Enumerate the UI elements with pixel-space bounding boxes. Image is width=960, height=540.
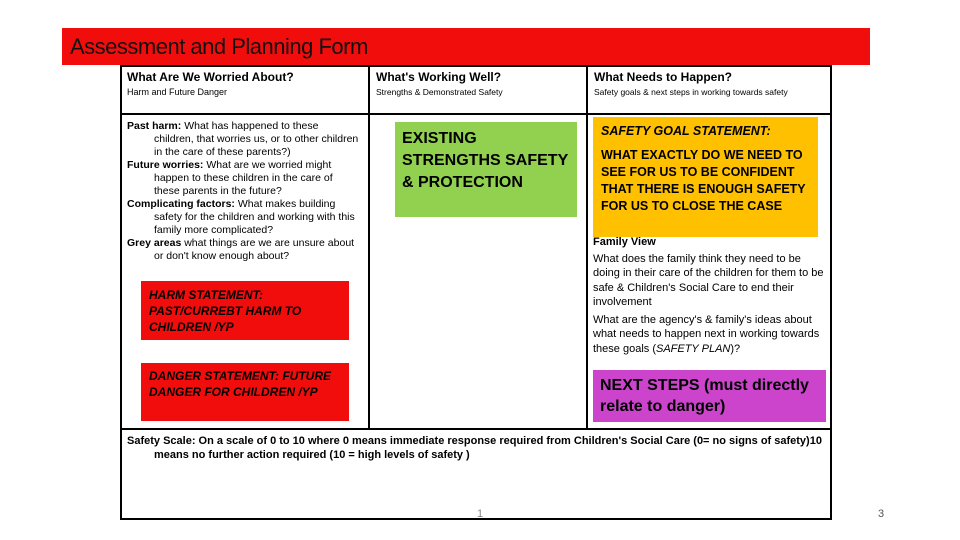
- harm-statement: HARM STATEMENT: PAST/CURREBT HARM TO CHILDREN /YP: [141, 281, 349, 340]
- agency-text: What are the agency's & family's ideas about what needs to happen next in working towards these goals (SAFETY PLAN)?: [593, 313, 820, 355]
- subheading-working: Strengths & Demonstrated Safety: [376, 87, 503, 97]
- family-view-text: What does the family think they need to be doing in their care of the children for them to be safe & Children's Social Care to end their involvement: [593, 252, 824, 308]
- header-worried: [120, 65, 370, 115]
- page-number: 3: [878, 508, 885, 520]
- header-working: [368, 65, 588, 115]
- title-bar: [62, 28, 870, 65]
- worry-item: Grey areas what things are we are unsure about or don't know enough about?: [127, 237, 355, 262]
- strengths-box: EXISTING STRENGTHS SAFETY & PROTECTION: [395, 122, 577, 217]
- heading-needs: What Needs to Happen?: [594, 70, 733, 84]
- header-needs: [586, 65, 832, 115]
- safety-scale-cell: [120, 428, 832, 520]
- heading-worried: What Are We Worried About?: [127, 70, 294, 84]
- family-view-title: Family View: [593, 236, 656, 248]
- worry-item: Future worries: What are we worried might happen to these children in the care of these parents in the future?: [127, 159, 333, 197]
- scale-marker: 1: [477, 508, 484, 520]
- page-title: Assessment and Planning Form: [70, 34, 368, 59]
- subheading-worried: Harm and Future Danger: [127, 87, 228, 97]
- family-view: [593, 235, 825, 356]
- next-steps-box: NEXT STEPS (must directly relate to danger): [593, 370, 826, 422]
- safety-goal-box: [593, 117, 818, 237]
- worry-item: Past harm: What has happened to these children, that worries us, or to other children in the care of these parents?): [127, 120, 359, 158]
- safety-goal-title: SAFETY GOAL STATEMENT:: [601, 124, 771, 138]
- safety-goal-text: WHAT EXACTLY DO WE NEED TO SEE FOR US TO BE CONFIDENT THAT THERE IS ENOUGH SAFETY FOR US TO CLOSE THE CASE: [601, 148, 806, 213]
- danger-statement: DANGER STATEMENT: FUTURE DANGER FOR CHILDREN /YP: [141, 363, 349, 421]
- worry-item: Complicating factors: What makes building safety for the children and working with this family more complicated?: [127, 198, 355, 236]
- subheading-needs: Safety goals & next steps in working towards safety: [594, 87, 788, 97]
- safety-scale-text: Safety Scale: On a scale of 0 to 10 where 0 means immediate response required from Children's Social Care (0= no signs of safety)10 means no further action required (10 = high levels of safety ): [127, 435, 822, 461]
- worries-list: [127, 120, 359, 263]
- heading-working: What's Working Well?: [376, 70, 502, 84]
